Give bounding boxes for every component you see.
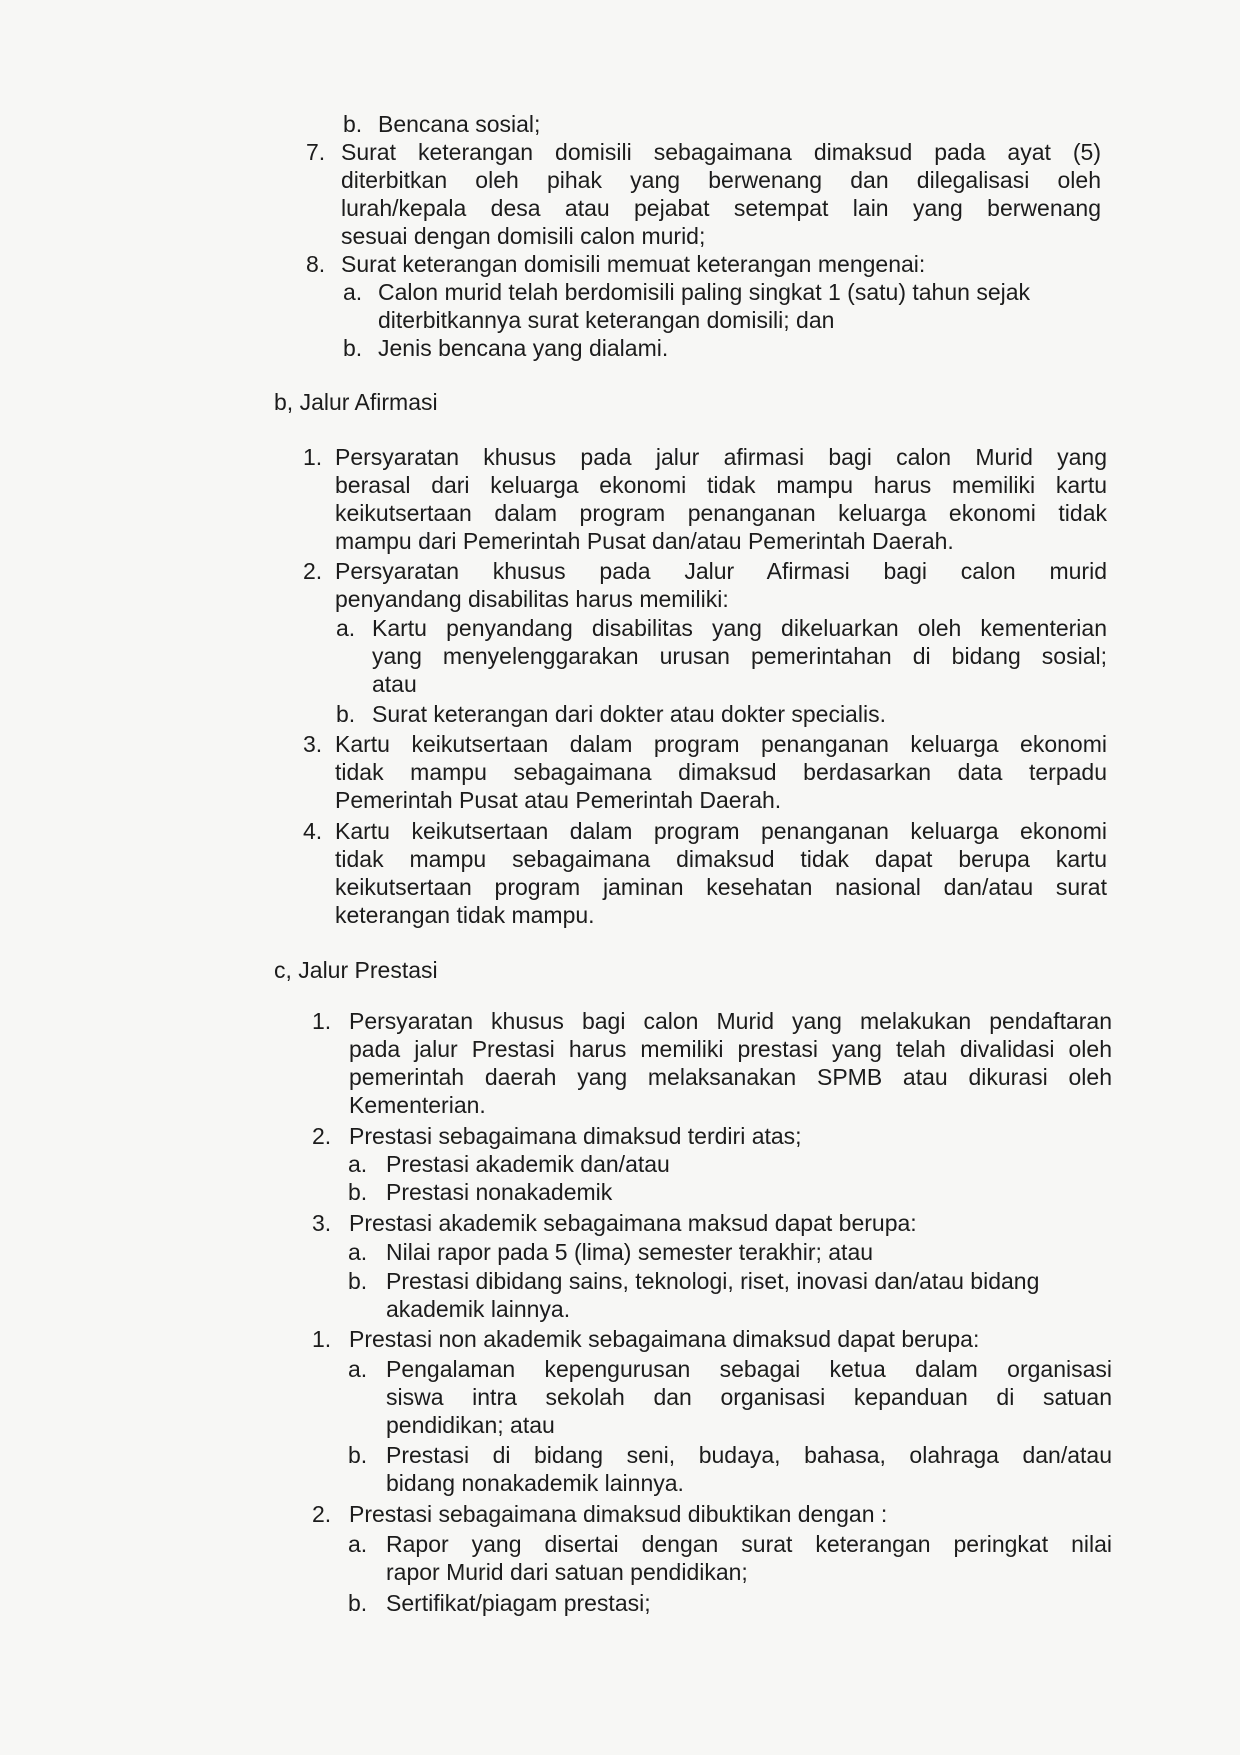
item-marker: b. bbox=[348, 1590, 368, 1616]
item-line: rapor Murid dari satuan pendidikan; bbox=[386, 1559, 748, 1585]
item-line: penyandang disabilitas harus memiliki: bbox=[335, 586, 729, 612]
item-text: Prestasi sebagaimana dimaksud terdiri atas; bbox=[349, 1123, 802, 1149]
item-line: Persyaratan khusus pada Jalur Afirmasi bagi calon murid bbox=[335, 558, 1107, 584]
item-line: Rapor yang disertai dengan surat keterangan peringkat nilai bbox=[386, 1531, 1112, 1557]
item-text: Surat keterangan dari dokter atau dokter specialis. bbox=[372, 701, 886, 727]
item-marker: 1. bbox=[312, 1008, 332, 1034]
item-text: Jenis bencana yang dialami. bbox=[378, 335, 669, 361]
item-line: siswa intra sekolah dan organisasi kepanduan di satuan bbox=[386, 1384, 1112, 1410]
item-marker: 1. bbox=[303, 444, 323, 470]
item-line: Kementerian. bbox=[349, 1092, 486, 1118]
item-marker: 2. bbox=[303, 558, 323, 584]
item-line: Prestasi di bidang seni, budaya, bahasa, olahraga dan/atau bbox=[386, 1442, 1112, 1468]
item-marker: a. bbox=[348, 1531, 368, 1557]
item-line: diterbitkan oleh pihak yang berwenang dan dilegalisasi oleh bbox=[341, 167, 1101, 193]
item-line: diterbitkannya surat keterangan domisili; dan bbox=[378, 307, 835, 333]
item-line: berasal dari keluarga ekonomi tidak mampu harus memiliki kartu bbox=[335, 472, 1107, 498]
item-line: Kartu penyandang disabilitas yang dikeluarkan oleh kementerian bbox=[372, 615, 1107, 641]
item-marker: a. bbox=[343, 279, 363, 305]
item-line: keterangan tidak mampu. bbox=[335, 902, 595, 928]
item-line: yang menyelenggarakan urusan pemerintahan di bidang sosial; bbox=[372, 643, 1107, 669]
item-marker: a. bbox=[348, 1239, 368, 1265]
item-text: Bencana sosial; bbox=[378, 111, 541, 137]
item-line: pendidikan; atau bbox=[386, 1412, 555, 1438]
item-text: Sertifikat/piagam prestasi; bbox=[386, 1590, 651, 1616]
item-line: lurah/kepala desa atau pejabat setempat lain yang berwenang bbox=[341, 195, 1101, 221]
item-line: akademik lainnya. bbox=[386, 1296, 571, 1322]
item-line: keikutsertaan program jaminan kesehatan nasional dan/atau surat bbox=[335, 874, 1107, 900]
item-line: Persyaratan khusus pada jalur afirmasi bagi calon Murid yang bbox=[335, 444, 1107, 470]
item-marker: b. bbox=[343, 111, 363, 137]
item-line: Surat keterangan domisili sebagaimana dimaksud pada ayat (5) bbox=[341, 139, 1101, 165]
item-line: bidang nonakademik lainnya. bbox=[386, 1470, 684, 1496]
item-line: tidak mampu sebagaimana dimaksud tidak dapat berupa kartu bbox=[335, 846, 1107, 872]
item-marker: b. bbox=[348, 1179, 368, 1205]
item-marker: 1. bbox=[312, 1326, 332, 1352]
item-line: Calon murid telah berdomisili paling singkat 1 (satu) tahun sejak bbox=[378, 279, 1031, 305]
item-line: Pemerintah Pusat atau Pemerintah Daerah. bbox=[335, 787, 782, 813]
item-marker: 8. bbox=[306, 251, 326, 277]
item-marker: a. bbox=[348, 1151, 368, 1177]
item-marker: 2. bbox=[312, 1501, 332, 1527]
section-heading-prestasi: c, Jalur Prestasi bbox=[274, 957, 438, 983]
item-text: Nilai rapor pada 5 (lima) semester terakhir; atau bbox=[386, 1239, 874, 1265]
item-line: pada jalur Prestasi harus memiliki prestasi yang telah divalidasi oleh bbox=[349, 1036, 1112, 1062]
item-marker: b. bbox=[336, 701, 356, 727]
item-line: Persyaratan khusus bagi calon Murid yang melakukan pendaftaran bbox=[349, 1008, 1112, 1034]
item-line: Pengalaman kepengurusan sebagai ketua dalam organisasi bbox=[386, 1356, 1112, 1382]
item-line: keikutsertaan dalam program penanganan keluarga ekonomi tidak bbox=[335, 500, 1107, 526]
item-line: Kartu keikutsertaan dalam program penanganan keluarga ekonomi bbox=[335, 731, 1107, 757]
item-line: atau bbox=[372, 671, 417, 697]
item-text: Surat keterangan domisili memuat keterangan mengenai: bbox=[341, 251, 926, 277]
item-line: Kartu keikutsertaan dalam program penanganan keluarga ekonomi bbox=[335, 818, 1107, 844]
item-marker: 2. bbox=[312, 1123, 332, 1149]
item-marker: 4. bbox=[303, 818, 323, 844]
item-marker: b. bbox=[343, 335, 363, 361]
item-text: Prestasi nonakademik bbox=[386, 1179, 613, 1205]
item-marker: a. bbox=[336, 615, 356, 641]
section-heading-afirmasi: b, Jalur Afirmasi bbox=[274, 389, 438, 415]
item-text: Prestasi non akademik sebagaimana dimaksud dapat berupa: bbox=[349, 1326, 980, 1352]
item-text: Prestasi sebagaimana dimaksud dibuktikan dengan : bbox=[349, 1501, 888, 1527]
item-line: mampu dari Pemerintah Pusat dan/atau Pemerintah Daerah. bbox=[335, 528, 954, 554]
item-marker: 7. bbox=[306, 139, 326, 165]
item-text: Prestasi akademik dan/atau bbox=[386, 1151, 670, 1177]
item-line: tidak mampu sebagaimana dimaksud berdasarkan data terpadu bbox=[335, 759, 1107, 785]
item-text: Prestasi akademik sebagaimana maksud dapat berupa: bbox=[349, 1210, 917, 1236]
item-line: pemerintah daerah yang melaksanakan SPMB atau dikurasi oleh bbox=[349, 1064, 1112, 1090]
item-marker: b. bbox=[348, 1268, 368, 1294]
item-line: sesuai dengan domisili calon murid; bbox=[341, 223, 706, 249]
item-marker: a. bbox=[348, 1356, 368, 1382]
item-marker: b. bbox=[348, 1442, 368, 1468]
item-marker: 3. bbox=[312, 1210, 332, 1236]
item-marker: 3. bbox=[303, 731, 323, 757]
item-line: Prestasi dibidang sains, teknologi, riset, inovasi dan/atau bidang bbox=[386, 1268, 1040, 1294]
